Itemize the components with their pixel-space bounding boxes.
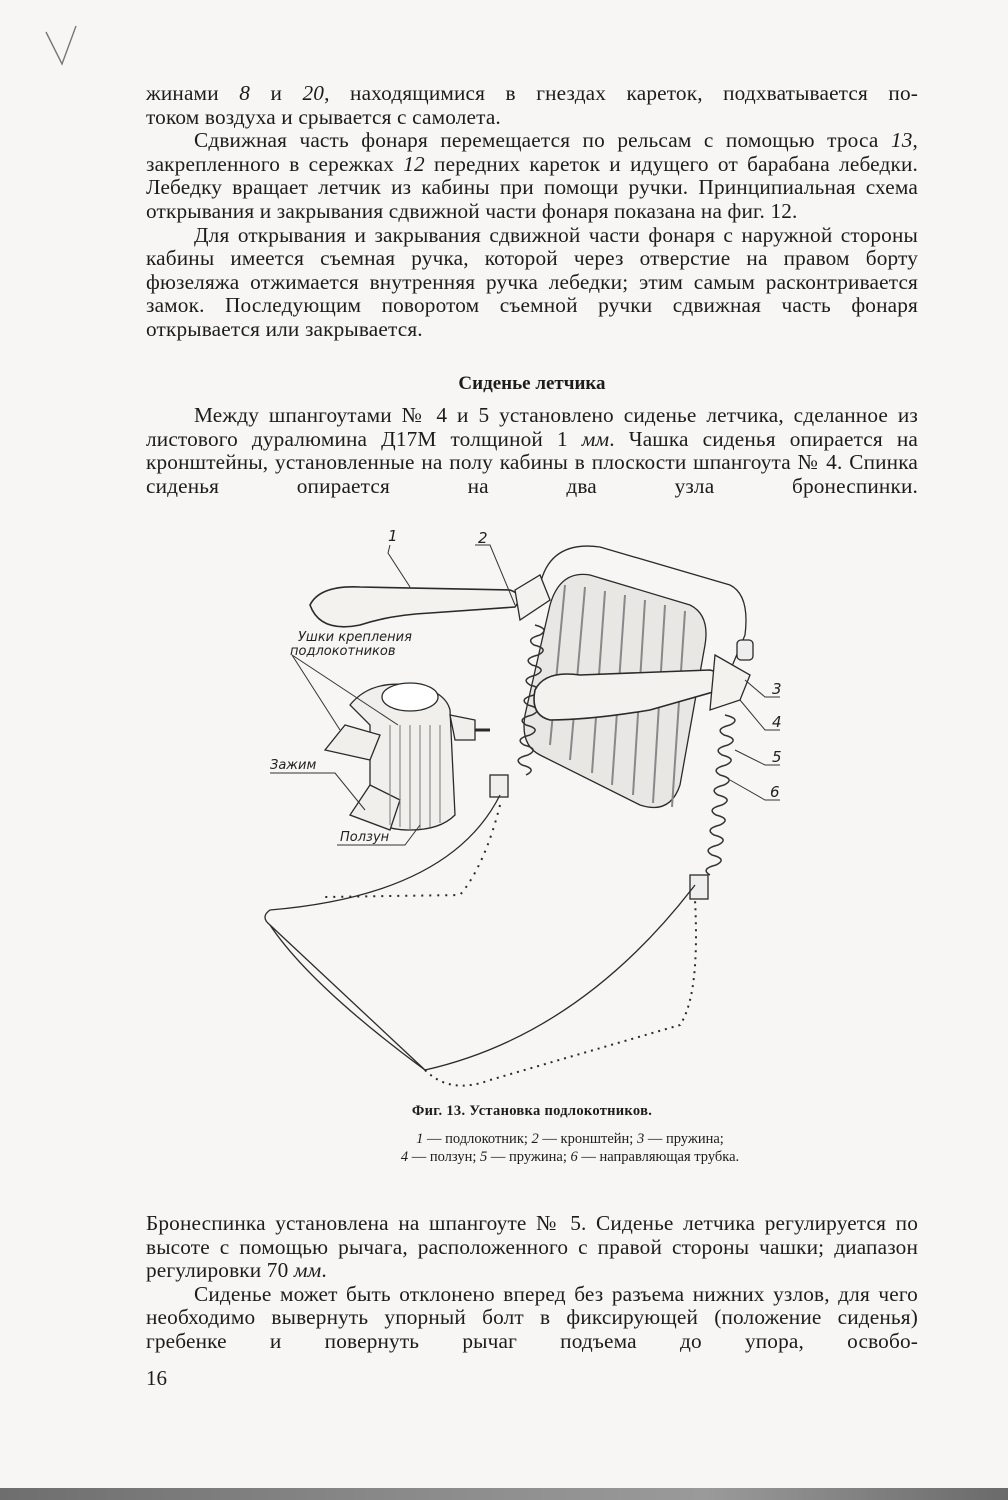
label-slider: Ползун: [340, 830, 390, 845]
callout-3: 3: [772, 680, 782, 698]
paragraph: Между шпангоутами № 4 и 5 установлено сиденье летчика, сделанное из листового дуралюмина Д17М толщиной 1 мм. Чашка сиденья опирается на кронштейны, установленные на полу кабины в плоскости шпангоута № 4. Спинка сиденья опирается на два узла бронеспинки.: [146, 403, 918, 498]
page-number: 16: [146, 1366, 167, 1390]
figure-legend: [360, 1130, 780, 1166]
armrest-installation-figure: [250, 525, 810, 1095]
paragraph: Для открывания и закрывания сдвижной части фонаря с наружной стороны кабины имеется съемная ручка, которой через отверстие на правом борту фюзеляжа отжимается внутренняя ручка лебедки; этим самым расконтривается замок. Последующим поворотом съемной ручки сдвижная часть фонаря открывается или закрывается.: [146, 222, 918, 341]
label-ears-line1: Ушки крепления: [298, 630, 412, 645]
label-ears-line2: подлокотников: [290, 644, 396, 659]
legend-line-2: 4 — ползун; 5 — пружина; 6 — направляющая трубка.: [400, 1149, 740, 1165]
left-armrest: [310, 587, 519, 627]
section-seat-text: [146, 404, 918, 498]
figure-caption-title: Фиг. 13. Установка подлокотников.: [411, 1103, 653, 1119]
paragraph: Сиденье может быть отклонено вперед без разъема нижних узлов, для чего необходимо вывернуть упорный болт в фиксирующей (положение сиденья) гребенке и повернуть рычаг подъема до упора, освобо-: [146, 1281, 918, 1353]
callout-6: 6: [770, 783, 780, 801]
label-clamp: Зажим: [270, 758, 317, 773]
legend-line-1: 1 — подлокотник; 2 — кронштейн; 3 — пружина;: [416, 1131, 724, 1147]
callout-2: 2: [478, 529, 488, 547]
right-armrest: [534, 670, 723, 720]
check-mark-icon: [40, 20, 90, 70]
callout-5: 5: [772, 748, 782, 766]
seat-pan: [265, 795, 695, 1070]
slider-clamp: [325, 683, 490, 830]
paragraph: Бронеспинка установлена на шпангоуте № 5. Сиденье летчика регулируется по высоте с помощью рычага, расположенного с правой стороны чашки; диапазон регулировки 70 мм.: [146, 1211, 918, 1283]
p1-tail: , находящимися в гнездах кареток, подхватывается по-: [324, 81, 918, 105]
paragraph: Сдвижная часть фонаря перемещается по рельсам с помощью троса 13, закрепленного в сережках 12 передних кареток и идущего от барабана лебедки. Лебедку вращает летчик из кабины при помощи ручки. Принципиальная схема открывания и закрывания сдвижной части фонаря показана на фиг. 12.: [146, 128, 918, 223]
section-seat-adjust-text: [146, 1212, 918, 1354]
section-heading: Сиденье летчика: [458, 373, 606, 394]
paragraph: жинами 8 и 20, находящимися в гнездах кареток, подхватывается по-: [146, 81, 918, 105]
paragraph-cont: током воздуха и срывается с самолета.: [146, 104, 501, 129]
callout-4: 4: [772, 713, 782, 731]
section-canopy-text: [146, 82, 918, 342]
callout-1: 1: [388, 527, 398, 545]
scan-edge-shadow: [0, 1488, 1008, 1500]
